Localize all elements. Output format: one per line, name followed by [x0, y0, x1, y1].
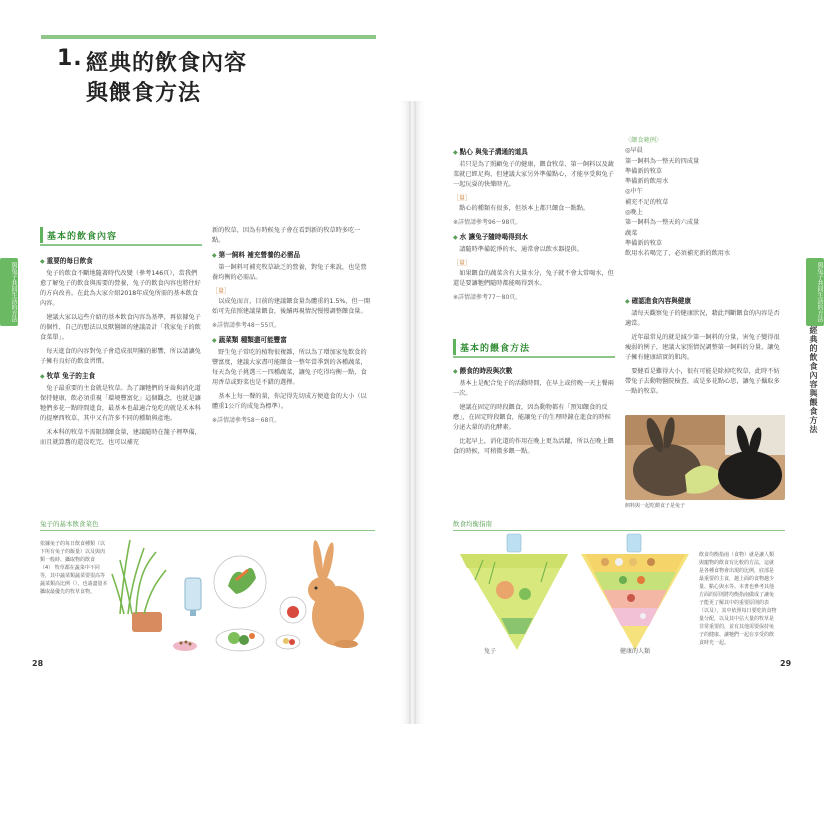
- left-side-tab: 與兔子共同生活的方法: [0, 258, 18, 326]
- section-underline: [40, 244, 202, 246]
- paragraph: 要健看是難得大小，很有可能是除掉吃牧草，此時不妨帶兔子去動物醫院檢查，或是多花點心思，讓兔子攝取多一點的牧草。: [625, 368, 780, 395]
- subhead: ◆ 重要的每日飲食: [40, 256, 202, 267]
- menu-item: 飲用水若喝完了，必須補充新的飲用水: [625, 250, 731, 258]
- paragraph: 基本上是配合兔子的活動時間，在早上或傍晚一天上餐兩一次。: [453, 380, 614, 397]
- caption-left: 依據兔子的每日飲食種類（以下所有兔子的飯量）以及與肉類一般時、攝取物的飲食（4） 牧草都在蔬菜中不同等，其中蔬菜類蔬菜要很高等蔬菜類高比例（），也請盡量本攝取最優先的牧草食物。: [40, 541, 108, 595]
- paragraph: 若只是為了照顧兔子的健康，餵食牧草、第一飼料以及蔬菜就已經足夠，但建議大家另外準備點心，才能享受與兔子一起玩耍的快樂時光。: [453, 161, 614, 188]
- section-head-feeding: [453, 338, 615, 356]
- hay-pot-icon: [112, 540, 166, 632]
- menu-item: 第一飼料為一整天的四成量: [625, 157, 700, 165]
- subhead: ◆ 蔬菜類 種類盡可能豐富: [212, 335, 372, 346]
- water-bottle-icon: [185, 578, 201, 616]
- rabbit-illustration: [308, 540, 364, 648]
- subhead: ◆ 水 讓兔子隨時喝得到水: [453, 232, 615, 243]
- section-title: 基本的餵食方法: [460, 343, 531, 354]
- paragraph: 兔子最重要的主食就是牧草。為了讓牠們的牙齒與消化道保持健康，飲必須重視「環境豐富化」這個觀念，也就是讓牠們多花一點時間進食，最基本也最適合兔吃的就是禾本科的提摩西牧草，其中又有許多不同的種類與產地。: [40, 385, 201, 422]
- pyramid-label-rabbit: 兔子: [484, 648, 497, 655]
- menu-item: 第一飼料為一整天的六成量: [625, 219, 700, 227]
- right-column-1: [453, 143, 615, 306]
- subhead: ◆ 餵食的時段與次數: [453, 366, 615, 377]
- paragraph: 比起早上，消化道的作用在晚上更為活躍，所以在晚上餵食的時候，可稍微多餵一點。: [453, 438, 614, 455]
- chapter-title-line2: 與餵食方法: [86, 81, 202, 106]
- food-pyramid-illustration: [455, 532, 695, 662]
- right-side-tab: 與兔子共同生活的方法: [806, 258, 824, 326]
- subhead: ◆ 確認進食內容與健康: [625, 296, 785, 307]
- rabbits-photo-image: [625, 415, 785, 500]
- paragraph: 請每天觀察兔子的健康狀況，藉此判斷餵食的內容是否適當。: [625, 310, 780, 327]
- paragraph: 如果餵食的蔬菜含有大量水分，兔子就不會太常喝水，但還是要讓牠們隨時都能喝得到水。: [453, 270, 614, 287]
- subhead: ◆ 點心 與兔子溝通的道具: [453, 147, 615, 158]
- food-illustration: [110, 530, 375, 660]
- amount-tag: ［量］: [453, 260, 472, 267]
- reference-note: ※詳情請參考58〜68頁。: [212, 417, 281, 424]
- feeding-example-list: [625, 136, 785, 260]
- right-column-1b: [453, 362, 615, 461]
- paragraph: 建議大家以這些介紹的基本飲食內容為基準，再依據兔子的個性、自己的想法以及獸醫師的建議設計「我家兔子的飲食菜單」。: [40, 314, 201, 341]
- book-gutter: [409, 101, 416, 724]
- section-marker: [453, 339, 456, 355]
- fruit-treat-icon: [276, 597, 306, 649]
- paragraph: 基本上每一餐的量，你記得先切成方便進食的大小（以體重1公斤的成兔為標準）。: [212, 393, 367, 410]
- section-underline: [453, 356, 615, 358]
- vegetable-plate-icon: [216, 629, 264, 651]
- caption-right: 飲食均衡指南（食物）就是讓人類與寵物的飲食有比較的方法，這就是各種食物會出現的比例，底部是最重要的主食，越上面的食物越少量、點心與水等。本書也參考其他方面的原則將均衡指南做成了讓兔子能更了解其中的重要原則的表（以及），其中依照每日要吃的食物量分配，以及其中佔大量的牧草是非常重要的，並有其他需要保持兔子的健康、讓牠們一起在享受的飲食時光一起。: [699, 552, 777, 646]
- subhead: ◆ 第一飼料 補充營養的必需品: [212, 250, 372, 261]
- amount-tag: ［量］: [453, 195, 472, 202]
- page-number-right: 29: [780, 659, 792, 668]
- menu-item: ◎晚上: [625, 209, 643, 217]
- menu-item: 準備新的牧草: [625, 239, 663, 247]
- human-pyramid: [581, 534, 689, 650]
- photo-caption: 飼料與一起吃餵食子是兔子: [625, 503, 686, 509]
- paragraph: 每天進食的內容對兔子會造成很明顯的影響，所以請讓兔子擁有良好的飲食習慣。: [40, 348, 201, 365]
- rabbit-pyramid: [460, 534, 568, 650]
- menu-item: 蔬菜: [625, 229, 638, 237]
- left-column-2: [212, 226, 372, 429]
- title-bar: [41, 35, 376, 39]
- illustration-title-right: 飲食均衡指南: [453, 520, 492, 528]
- menu-item: ◎早晨: [625, 147, 643, 155]
- menu-item: 準備新的牧草: [625, 167, 663, 175]
- section-marker: [40, 227, 43, 243]
- menu-item: 補充不足的牧草: [625, 198, 669, 206]
- subhead: ◆ 牧草 兔子的主食: [40, 371, 202, 382]
- section-title: 基本的飲食內容: [47, 231, 118, 242]
- pyramid-label-human: 健康的人類: [620, 648, 651, 655]
- rabbits-photo: [625, 415, 785, 500]
- right-column-2: [625, 292, 785, 401]
- paragraph: 第一飼料可補充牧草缺乏的營養，對兔子來說，也是營養均衡的必需品。: [212, 264, 367, 281]
- chapter-title-line1: 經典的飲食內容: [86, 51, 248, 76]
- paragraph: 野生兔子常吃的植物很複雜，所以為了增加家兔飲食的豐富度，建議大家盡可能餵食一整年當季到的各種蔬菜，每天為兔子挑選三〜四種蔬菜，讓兔子吃得均衡一點，食用香草或野菜也是不錯的選擇。: [212, 349, 367, 386]
- section-head-basic: [40, 226, 202, 244]
- paragraph: 點心的種類有很多，但基本上都只餵食一點點。: [459, 205, 590, 212]
- paragraph: 近年最常見的就是減少第一飼料的分量，害兔子變得很瘦弱的例子，建議大家照情況調整第一飼料的分量，讓兔子擁有健康結實的肌肉。: [625, 334, 780, 361]
- left-column-1: [40, 252, 202, 452]
- paragraph: 以成兔而言，目前的建議餵食量為體重的1.5%，但一開始可先依照建議量餵食，後續再視情況慢慢調整餵食量。: [212, 298, 371, 315]
- paragraph: 兔子的飲食不斷地隨著時代改變（參考146頁），當我們愈了解兔子的飲食與需要的營養，兔子的飲食內容也將往好的方向改善。在此為大家介紹2018年成兔所需的基本飲食內容。: [40, 270, 201, 307]
- reference-note: ※詳情請參考96〜98頁。: [453, 219, 522, 226]
- chapter-number: 1.: [57, 46, 83, 71]
- illustration-title-left: 兔子的基本飲食菜色: [40, 520, 99, 528]
- reference-note: ※詳情請參考77〜80頁。: [453, 294, 522, 301]
- strip-divider-right: [453, 530, 785, 531]
- page-number-left: 28: [32, 659, 44, 668]
- feeding-example-title: 〈餵食範例〉: [625, 137, 663, 144]
- reference-note: ※詳情請參考48〜55頁。: [212, 322, 281, 329]
- vegetable-bubble-icon: [214, 556, 266, 608]
- paragraph: 請隨時準備乾淨的水，通常會以飲水器提供。: [459, 246, 583, 253]
- right-side-title: 經典的飲食內容與餵食方法: [809, 326, 818, 434]
- amount-tag: ［量］: [212, 288, 231, 295]
- pellet-bowl-icon: [173, 641, 197, 652]
- menu-item: ◎中午: [625, 188, 643, 196]
- paragraph: 新的牧草，因為有時候兔子會在看到新的牧草時多吃一點。: [212, 227, 361, 244]
- menu-item: 準備新的飲用水: [625, 178, 669, 186]
- paragraph: 禾本科的牧草不需限制餵食量，建議隨時在籠子裡準備，而且就算舊的還沒吃完，也可以補充: [40, 429, 201, 446]
- paragraph: 建議在固定的時段餵食，因為動物都有「預知餵食的反應」，在固定時段餵食，能讓兔子的生理時鐘在進食的時候分泌大量的消化酵素。: [453, 404, 611, 431]
